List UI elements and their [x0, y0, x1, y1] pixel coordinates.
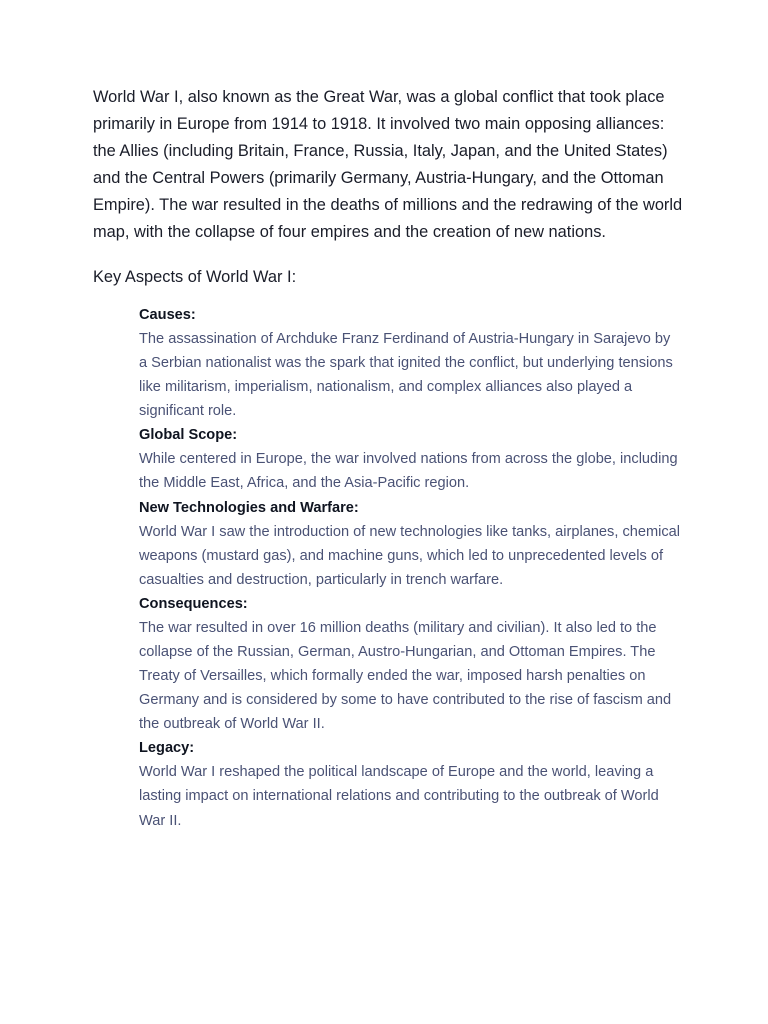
aspect-consequences: [139, 592, 681, 736]
aspect-description: World War I saw the introduction of new technologies like tanks, airplanes, chemical weapons (mustard gas), and machine guns, which led to unprecedented levels of casualties and destruction, particularly in trench warfare.: [139, 523, 681, 588]
aspect-title: New Technologies and Warfare:: [139, 499, 359, 516]
intro-paragraph: World War I, also known as the Great War, was a global conflict that took place primarily in Europe from 1914 to 1918. It involved two main opposing alliances: the Allies (including Britain, France, Russia, Italy, Japan, and the United States) and the Central Powers (primarily Germany, Austria-Hungary, and the Ottoman Empire). The war resulted in the deaths of millions and the redrawing of the world map, with the collapse of four empires and the creation of new nations.: [93, 88, 683, 241]
aspect-description: The war resulted in over 16 million deaths (military and civilian). It also led to the collapse of the Russian, German, Austro-Hungarian, and Ottoman Empires. The Treaty of Versailles, which formally ended the war, imposed harsh penalties on Germany and is considered by some to have contributed to the rise of fascism and the outbreak of World War II.: [139, 619, 672, 733]
aspect-title: Legacy:: [139, 740, 195, 757]
aspect-title: Causes:: [139, 307, 196, 323]
key-aspects-list: [139, 303, 681, 833]
key-aspects-heading: Key Aspects of World War I:: [93, 268, 297, 286]
aspect-global-scope: [139, 423, 681, 495]
document-body: [93, 84, 683, 833]
aspect-description: World War I reshaped the political landscape of Europe and the world, leaving a lasting impact on international relations and contributing to the outbreak of World War II.: [139, 764, 659, 829]
aspect-title: Consequences:: [139, 595, 248, 612]
aspect-description: While centered in Europe, the war involved nations from across the globe, including the Middle East, Africa, and the Asia-Pacific region.: [139, 451, 678, 492]
aspect-new-technologies: [139, 496, 681, 592]
aspect-description: The assassination of Archduke Franz Ferdinand of Austria-Hungary in Sarajevo by a Serbian nationalist was the spark that ignited the conflict, but underlying tensions like militarism, imperialism, nationalism, and complex alliances also played a significant role.: [139, 331, 673, 420]
aspect-legacy: [139, 736, 681, 832]
aspect-title: Global Scope:: [139, 427, 238, 444]
aspect-causes: [139, 303, 681, 423]
